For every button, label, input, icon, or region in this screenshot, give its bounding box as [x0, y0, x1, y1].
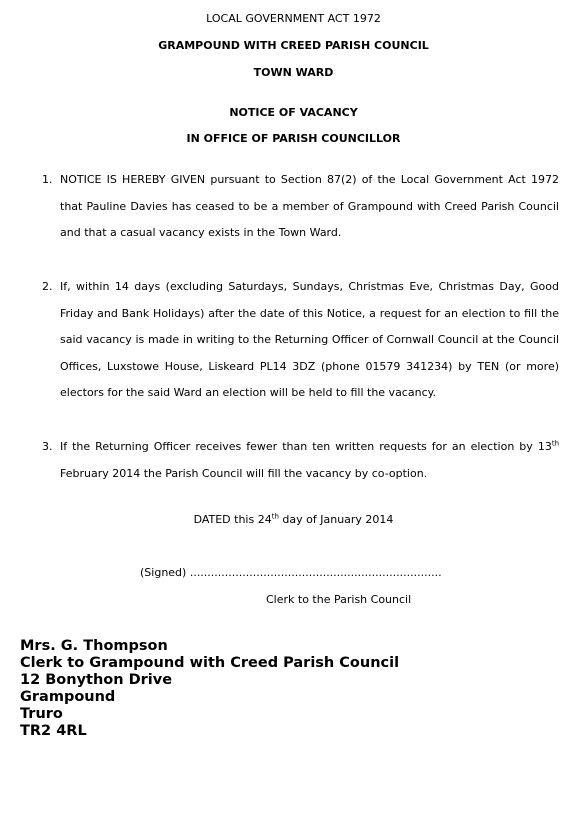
address-role: Clerk to Grampound with Creed Parish Council — [20, 655, 400, 671]
dated-rest: day of January 2014 — [282, 513, 394, 526]
item-number: 2. — [42, 280, 53, 293]
clerk-title: Clerk to the Parish Council — [266, 593, 412, 606]
dated-suffix: th — [271, 512, 279, 521]
address-town: Truro — [20, 706, 63, 722]
item-text: NOTICE IS HEREBY GIVEN pursuant to Section 87(2) of the Local Government Act 1972 that Pauline Davies has ceased to be a member of Grampound with Creed Parish Council and that a casual vacancy exists in the Town Ward. — [60, 173, 559, 239]
address-village: Grampound — [20, 689, 116, 705]
dated-line — [0, 513, 587, 527]
council-name: GRAMPOUND WITH CREED PARISH COUNCIL — [158, 39, 429, 52]
act-title: LOCAL GOVERNMENT ACT 1972 — [206, 12, 381, 25]
ward-name: TOWN WARD — [253, 66, 334, 79]
dated-prefix: DATED this — [193, 513, 255, 526]
item-number: 3. — [42, 440, 53, 453]
date-suffix: th — [551, 439, 560, 448]
address-name: Mrs. G. Thompson — [20, 638, 168, 654]
item-number: 1. — [42, 173, 53, 186]
date-day: 13 — [537, 440, 552, 453]
item-text-part: February 2014 the Parish Council will fill the vacancy by co-option. — [60, 466, 428, 480]
item-text: If, within 14 days (excluding Saturdays, Sundays, Christmas Eve, Christmas Day, Good Friday and Bank Holidays) after the date of this Notice, a request for an election to fill the said vacancy is made in writing to the Returning Officer of Cornwall Council at the Council Offices, Luxstowe House, Liskeard PL14 3DZ (phone 01579 341234) by TEN (or more) electors for the said Ward an election will be held to fill the vacancy. — [60, 280, 559, 399]
signature-line: (Signed) ........................................................................ — [140, 566, 442, 579]
dated-day: 24 — [257, 513, 272, 526]
address-block — [20, 638, 399, 740]
item-text-part: If the Returning Officer receives fewer than ten written requests for an election by — [60, 440, 533, 453]
address-postcode: TR2 4RL — [20, 723, 87, 739]
notice-subtitle: IN OFFICE OF PARISH COUNCILLOR — [186, 132, 401, 145]
address-street: 12 Bonython Drive — [20, 672, 173, 688]
notice-title: NOTICE OF VACANCY — [229, 106, 358, 119]
item-text — [60, 434, 559, 487]
